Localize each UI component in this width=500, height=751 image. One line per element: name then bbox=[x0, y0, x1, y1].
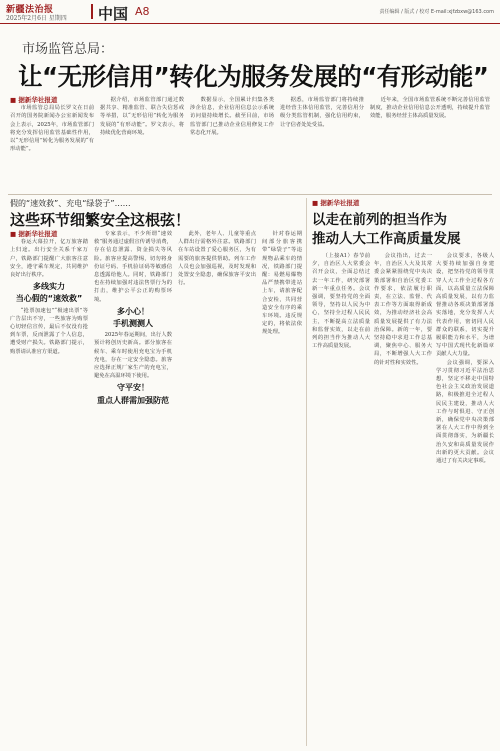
story2-source-tag: ■ 据新华社报道 bbox=[10, 230, 58, 238]
lead-column-1 bbox=[10, 96, 94, 190]
story2-column-2 bbox=[94, 230, 172, 745]
lead-source-tag: ■ 据新华社报道 bbox=[10, 96, 58, 104]
story3-source-tag: ■ 据新华社报道 bbox=[312, 199, 360, 207]
lead-paragraph-5: 近年来，全国市场监管系统不断完善信用监管制度，推动企业信用信息公开透明，持续提升监管效能，服务经营主体高质量发展。 bbox=[370, 97, 490, 120]
story2-subhead-2b: 手机测测人 bbox=[113, 319, 153, 329]
lead-kicker: 市场监管总局： bbox=[22, 41, 114, 56]
column-separator bbox=[306, 198, 307, 746]
story3-column-2 bbox=[374, 252, 432, 745]
story3-paragraph-1: （上接A1）春节前夕，自治区人大常委会召开会议，全面总结过去一年工作，研究部署新一年重点任务。会议强调，要坚持党的全面领导，坚持以人民为中心，坚持全过程人民民主，不断提高立法质量和监督实效，以走在前列的担当作为推动人大工作高质量发展。 bbox=[312, 253, 370, 350]
story2-subhead-1: 多线实力 bbox=[33, 282, 65, 292]
lead-headline: 让“无形信用”转化为服务发展的“有形动能” bbox=[18, 62, 489, 91]
lead-column-5 bbox=[370, 96, 490, 190]
story3-paragraph-4: 会议强调，要深入学习贯彻习近平法治思想，坚定不移走中国特色社会主义政治发展道路，积极推进全过程人民民主建设，推动人大工作与时俱进、守正创新，确保党中央决策部署在人大工作中得到全面贯彻落实，为新疆长治久安和高质量发展作出新的更大贡献。会议通过了有关决定事项。 bbox=[436, 359, 494, 465]
story2-column-3 bbox=[178, 230, 256, 745]
publication-date: 2025年2月6日 星期四 bbox=[6, 15, 67, 22]
story2-subhead-3: 守平安！ bbox=[117, 383, 149, 393]
lead-column-3 bbox=[190, 96, 274, 190]
section-title: 中国 bbox=[98, 5, 129, 23]
story2-kicker: 假的“速效救”、充电“绿袋子”…… bbox=[10, 199, 131, 208]
story3-headline-line-1: 以走在前列的担当作为 bbox=[312, 212, 447, 228]
story3-column-1 bbox=[312, 252, 370, 745]
story3-paragraph-3: 会议要求，各级人大要持续加强自身建设，把坚持党的领导贯穿人大工作全过程各方面，以高质量立法保障高质量发展，以有力监督推动各项决策部署落实落地，充分发挥人大代表作用，密切同人民群众的联系，切实提升履职能力和水平，为谱写中国式现代化新篇章贡献人大力量。 bbox=[436, 253, 494, 358]
story2-subhead-3b: 重点人群需加强防范 bbox=[97, 395, 169, 405]
lead-column-4 bbox=[280, 96, 364, 190]
lead-paragraph-2: 据介绍，市场监管部门通过数据共享、精准监管、联合失信惩戒等举措，以“无形信用”转化为服务发展的“有形动能”。罗文表示，将持续优化营商环境。 bbox=[100, 97, 184, 136]
story3-paragraph-2: 会议指出，过去一年，自治区人大及其常委会紧紧围绕党中央决策部署和自治区党委工作要求，依法履行职责，在立法、监督、代表工作等方面取得新成效，为推动经济社会高质量发展提供了有力法治保障。新的一年，要坚持稳中求进工作总基调，聚焦中心、服务大局，不断增强人大工作的针对性和实效性。 bbox=[374, 253, 432, 366]
story2-column-1 bbox=[10, 230, 88, 745]
section-divider-mark bbox=[91, 4, 93, 19]
lead-paragraph-3: 数据显示，全国累计归集各类涉企信息，企业信用信息公示系统访问量持续增长。截至目前，市场监管部门已推动企业信用修复工作常态化开展。 bbox=[190, 97, 274, 136]
story2-paragraph-3: 此外，老年人、儿童等重点人群出行需格外注意。铁路部门在车站设置了爱心服务区，为有需要的旅客提供帮助。列车工作人员也会加强巡视，及时发现和处置安全隐患，确保旅客平安出行。 bbox=[178, 231, 256, 287]
story2-column-4 bbox=[262, 230, 302, 745]
lead-paragraph-4: 据悉，市场监管部门将持续推进经营主体信用监管，完善信用分级分类监管机制，强化信用约束，让守信者处处受益。 bbox=[280, 97, 364, 128]
story2-subhead-1b: 当心假的“速效救” bbox=[15, 294, 83, 304]
story2-paragraph-1: 春运大幕拉开，亿万旅客踏上归途。出行安全关系千家万户，铁路部门提醒广大旅客注意安全，遵守乘车规定，共同维护良好出行秩序。 bbox=[10, 239, 88, 279]
story3-headline-line-2: 推动人大工作高质量发展 bbox=[312, 231, 461, 247]
paper-name: 新疆法治报 bbox=[6, 5, 54, 15]
lead-paragraph-1: 市场监管总局局长罗文在日前召开的国务院新闻办公室新闻发布会上表示，2025年，市场监管部门将充分发挥信用监管基础性作用，以“无形信用”转化为服务发展的“有形动能”。 bbox=[10, 105, 94, 153]
story2-paragraph-4: 针对春运期间部分旅客携带“绿袋子”等违规物品乘车的情况，铁路部门提醒：易燃易爆物品严禁携带进站上车，请旅客配合安检，共同营造安全有序的乘车环境。违反规定的，将依法依规处理。 bbox=[262, 231, 302, 336]
story3-column-3 bbox=[436, 252, 494, 745]
masthead bbox=[0, 0, 500, 24]
lead-bottom-rule bbox=[8, 194, 492, 195]
story2-paragraph-1b: “抢票加速包”“极速出票”等广告层出不穷，一些旅客为购票心切轻信宣传，最后不仅没有抢到车票，反而泄露了个人信息，遭受财产损失。铁路部门提示，购票请认准官方渠道。 bbox=[10, 307, 88, 355]
story2-paragraph-2b: 2025年春运期间，出行人数预计将创历史新高。部分旅客在候车、乘车时使用充电宝为手机充电，存在一定安全隐患。旅客应选择正规厂家生产的充电宝，避免在高温环境下使用。 bbox=[94, 332, 172, 380]
story2-headline: 这些环节细繁安全这根弦！ bbox=[10, 211, 191, 229]
page-number: A8 bbox=[135, 5, 150, 18]
lead-column-2 bbox=[100, 96, 184, 190]
story2-paragraph-2: 专家表示，不少所谓“速效救”服务通过虚假宣传诱导消费，存在信息泄露、资金损失等风险。旅客应提高警惕，切勿将身份证号码、手机验证码等敏感信息透露给他人。同时，铁路部门也在持续加强对违法售票行为的打击，维护公平公正的购票环境。 bbox=[94, 231, 172, 303]
editor-info: 责任编辑 / 版式 / 校对 E-mail:xjfzbxw@163.com bbox=[379, 9, 494, 15]
story2-subhead-2: 多小心！ bbox=[117, 306, 149, 316]
